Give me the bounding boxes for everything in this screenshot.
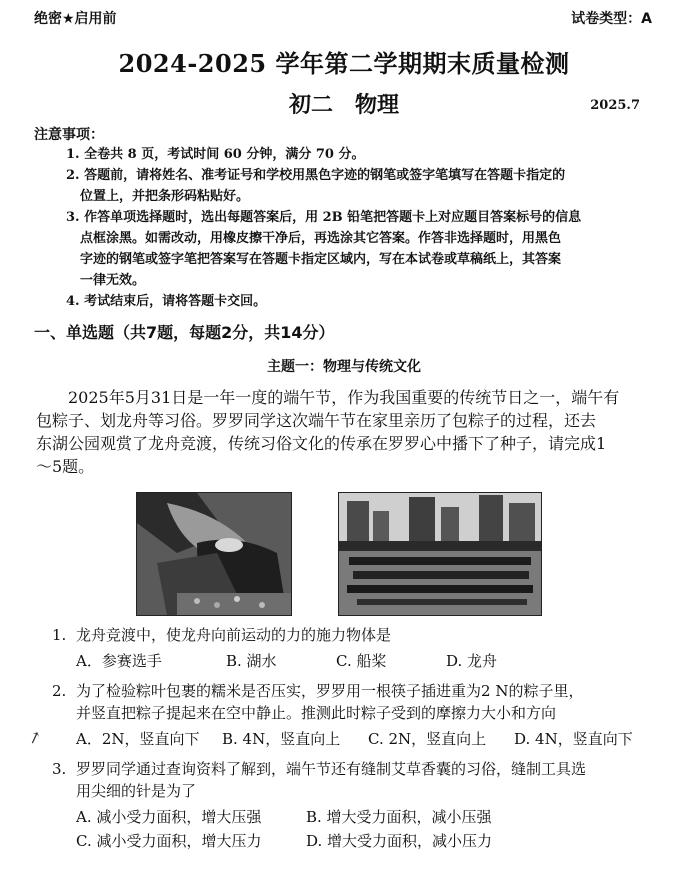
option-a: A．2N，竖直向下 (76, 730, 200, 748)
notice-line: 1. 全卷共 8 页，考试时间 60 分钟，满分 70 分。 (66, 147, 365, 162)
notice-line: 3. 作答单项选择题时，选出每题答案后，用 2B 铅笔把答题卡上对应题目答案标号的信息 (66, 210, 582, 225)
handwritten-mark: ↗ (25, 726, 45, 749)
option-d: D. 龙舟 (446, 652, 498, 670)
notice-line: 字迹的钢笔或签字笔把答案写在答题卡指定区域内，写在本试卷或草稿纸上，其答案 (80, 252, 562, 267)
options-row (52, 650, 652, 672)
intro-paragraph (36, 386, 654, 478)
notice-list (66, 144, 642, 312)
question-1 (52, 624, 652, 672)
notice-line: 点框涂黑。如需改动，用橡皮擦干净后，再选涂其它答案。作答非选择题时，用黑色 (80, 231, 562, 246)
paper-type-label: 试卷类型：A (571, 11, 652, 27)
options-row (52, 728, 652, 750)
zongzi-photo (136, 492, 292, 616)
notice-line: 4. 考试结束后，请将答题卡交回。 (66, 294, 267, 309)
question-number: 2. (52, 682, 67, 700)
exam-subtitle (0, 88, 688, 119)
notice-heading: 注意事项： (34, 127, 104, 143)
options-row (52, 830, 652, 852)
intro-line: ～5题。 (36, 457, 95, 476)
notice-item-3 (66, 207, 642, 291)
option-a: A．参赛选手 (76, 652, 162, 670)
option-d: D. 增大受力面积，减小压力 (306, 832, 493, 850)
confidential-label: 绝密★启用前 (34, 11, 117, 27)
options-row (52, 806, 652, 828)
option-c: C. 2N，竖直向上 (368, 730, 487, 748)
subject-label: 物理 (355, 92, 400, 118)
option-b: B. 湖水 (226, 652, 277, 670)
intro-line: 2025年5月31日是一年一度的端午节，作为我国重要的传统节日之一，端午有 (68, 388, 620, 407)
option-b: B. 4N，竖直向上 (222, 730, 341, 748)
notice-line: 位置上，并把条形码粘贴好。 (80, 189, 250, 204)
intro-line: 东湖公园观赏了龙舟竞渡，传统习俗文化的传承在罗罗心中播下了种子，请完成1 (36, 434, 607, 453)
question-3 (52, 758, 652, 852)
option-c: C. 减小受力面积，增大压力 (76, 832, 262, 850)
question-number: 3. (52, 760, 67, 778)
dragon-boat-photo (338, 492, 542, 616)
grade-label: 初二 (288, 92, 333, 118)
theme-heading: 主题一：物理与传统文化 (267, 359, 421, 375)
option-b: B. 增大受力面积，减小压强 (306, 808, 492, 826)
exam-title: 2024-2025 学年第二学期期末质量检测 (118, 49, 570, 78)
notice-item-4 (66, 291, 642, 312)
question-stem: 罗罗同学通过查询资料了解到，端午节还有缝制艾草香囊的习俗，缝制工具选 (76, 760, 587, 778)
question-stem: 龙舟竞渡中，使龙舟向前运动的力的施力物体是 (76, 626, 392, 644)
intro-line: 包粽子、划龙舟等习俗。罗罗同学这次端午节在家里亲历了包粽子的过程，还去 (36, 411, 597, 430)
option-d: D. 4N，竖直向下 (514, 730, 633, 748)
option-a: A. 减小受力面积，增大压强 (76, 808, 262, 826)
question-number: 1. (52, 626, 67, 644)
notice-line: 2. 答题前，请将姓名、准考证号和学校用黑色字迹的钢笔或签字笔填写在答题卡指定的 (66, 168, 566, 183)
exam-date: 2025.7 (590, 98, 640, 113)
notice-item-1 (66, 144, 642, 165)
notice-line: 一律无效。 (80, 273, 146, 288)
notice-item-2 (66, 165, 642, 207)
question-2 (52, 680, 652, 750)
section-heading: 一、单选题（共7题，每题2分，共14分） (34, 323, 335, 342)
question-stem-continued: 用尖细的针是为了 (76, 782, 197, 800)
question-stem: 为了检验粽叶包裹的糯米是否压实，罗罗用一根筷子插进重为2 N的粽子里， (76, 682, 584, 700)
option-c: C. 船桨 (336, 652, 387, 670)
question-stem-continued: 并竖直把粽子提起来在空中静止。推测此时粽子受到的摩擦力大小和方向 (76, 704, 557, 722)
